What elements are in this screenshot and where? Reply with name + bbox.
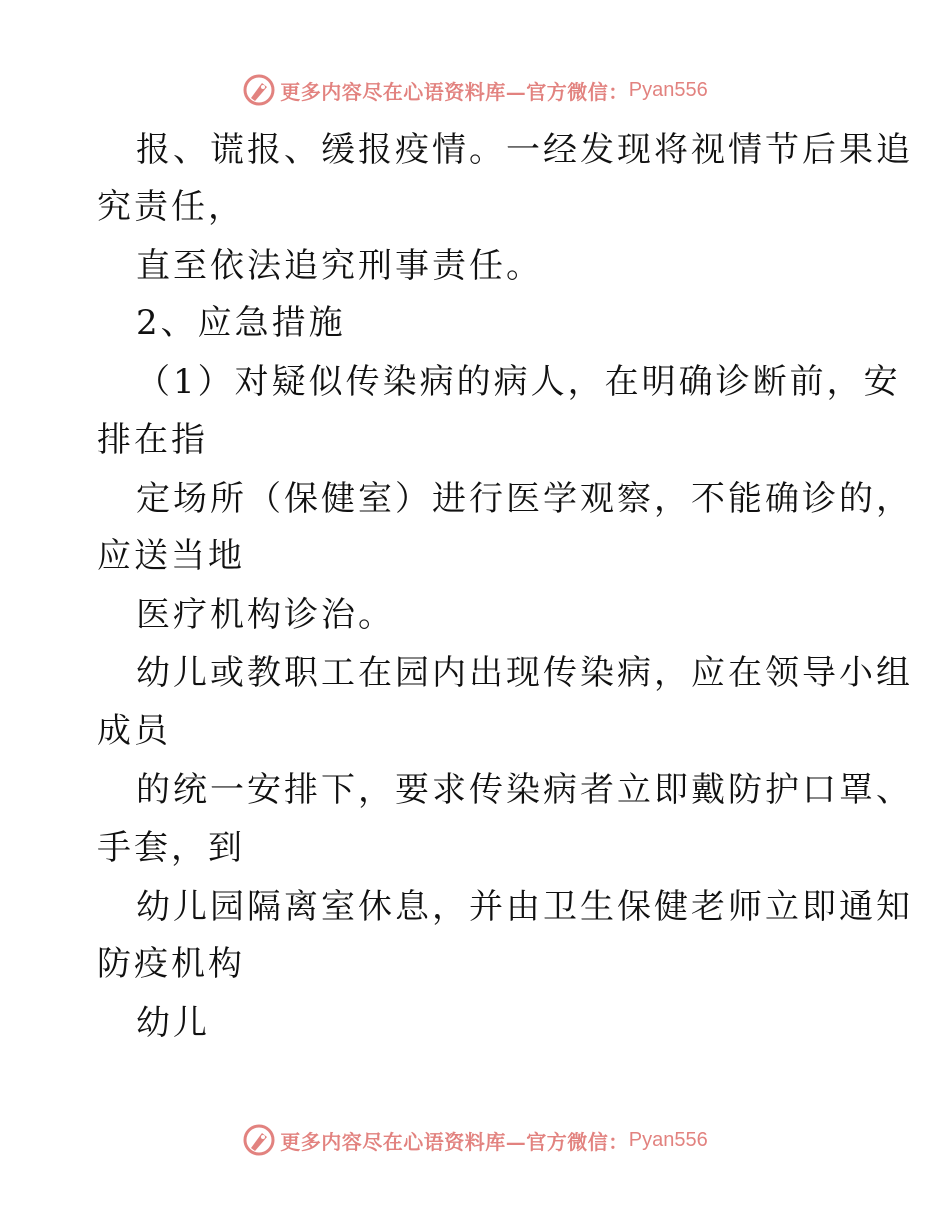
text-line: 2、应急措施 xyxy=(136,303,346,343)
pen-nib-logo-icon xyxy=(242,73,276,107)
header-watermark-text: 更多内容尽在心语资料库—官方微信： xyxy=(280,79,629,104)
text-line: 幼儿或教职工在园内出现传染病，应在领导小组 xyxy=(136,653,913,693)
text-line: 的统一安排下，要求传染病者立即戴防护口罩、 xyxy=(136,770,913,810)
text-line: 定场所（保健室）进行医学观察，不能确诊的， xyxy=(136,479,913,519)
text-line: 成员 xyxy=(97,711,171,751)
header-watermark-banner xyxy=(0,70,950,110)
text-line: 幼儿 xyxy=(136,1003,210,1043)
text-line: （1）对疑似传染病的病人，在明确诊断前，安 xyxy=(136,362,901,402)
text-line: 报、谎报、缓报疫情。一经发现将视情节后果追 xyxy=(136,130,913,170)
text-line: 应送当地 xyxy=(97,536,245,576)
text-line: 直至依法追究刑事责任。 xyxy=(136,246,543,286)
footer-watermark-text: 更多内容尽在心语资料库—官方微信： xyxy=(280,1129,629,1154)
text-line: 幼儿园隔离室休息，并由卫生保健老师立即通知 xyxy=(136,887,913,927)
pen-nib-logo-icon xyxy=(242,1123,276,1157)
document-body xyxy=(0,118,950,1078)
text-line: 医疗机构诊治。 xyxy=(136,595,395,635)
footer-watermark-account: Pyan556 xyxy=(628,1128,708,1151)
footer-watermark-banner xyxy=(0,1120,950,1160)
text-line: 排在指 xyxy=(97,420,208,460)
text-line: 防疫机构 xyxy=(97,944,245,984)
text-line: 究责任， xyxy=(97,187,245,227)
text-line: 手套，到 xyxy=(97,828,245,868)
header-watermark-account: Pyan556 xyxy=(628,78,708,101)
